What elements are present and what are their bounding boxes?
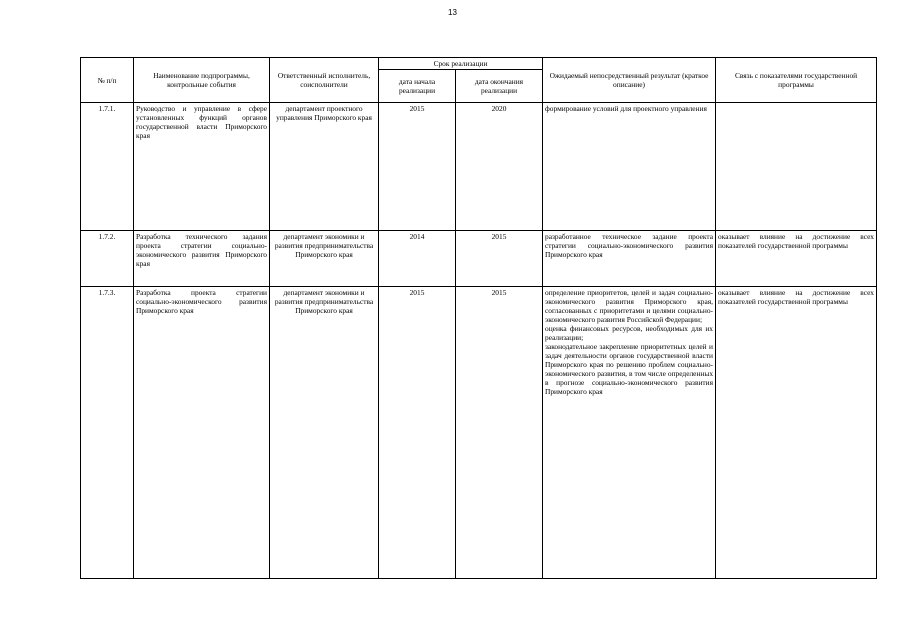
row-link: оказывает влияние на достижение всех показателей государственной программы (716, 231, 877, 287)
header-end: дата окончания реализации (456, 70, 543, 103)
header-start: дата начала реализации (379, 70, 456, 103)
row-num: 1.7.2. (81, 231, 134, 287)
row-num: 1.7.1. (81, 103, 134, 231)
row-end: 2020 (456, 103, 543, 231)
row-link (716, 103, 877, 231)
row-start: 2015 (379, 287, 456, 579)
row-link: оказывает влияние на достижение всех показателей государственной программы (716, 287, 877, 579)
header-link: Связь с показателями государственной программы (716, 58, 877, 103)
table-row (81, 287, 877, 579)
row-executor: департамент проектного управления Приморского края (270, 103, 379, 231)
row-executor: департамент экономики и развития предпринимательства Приморского края (270, 287, 379, 579)
header-name: Наименование подпрограммы, контрольные события (134, 58, 270, 103)
row-name: Руководство и управление в сфере установленных функций органов государственной власти Приморского края (134, 103, 270, 231)
row-result: формирование условий для проектного управления (543, 103, 716, 231)
row-name: Разработка технического задания проекта стратегии социально-экономического развития Приморского края (134, 231, 270, 287)
row-name: Разработка проекта стратегии социально-экономического развития Приморского края (134, 287, 270, 579)
header-result: Ожидаемый непосредственный результат (краткое описание) (543, 58, 716, 103)
row-result: определение приоритетов, целей и задач социально-экономического развития Приморского края, согласованных с приоритетами и целями социально-экономического развития Российской Федерации; оценка финансовых ресурсов, необходимых для их реализации; законодательное закрепление приоритетных целей и задач деятельности органов государственной власти Приморского края по решению проблем социально-экономического развития, в том числе определенных в прогнозе социально-экономического развития Приморского края (543, 287, 716, 579)
row-start: 2015 (379, 103, 456, 231)
header-num: № п/п (81, 58, 134, 103)
header-period: Срок реализации (379, 58, 543, 70)
row-num: 1.7.3. (81, 287, 134, 579)
row-executor: департамент экономики и развития предпринимательства Приморского края (270, 231, 379, 287)
table-row (81, 231, 877, 287)
page-number: 13 (448, 8, 457, 17)
row-result: разработанное техническое задание проекта стратегии социально-экономического развития Приморского края (543, 231, 716, 287)
program-table (80, 57, 877, 579)
table-row (81, 103, 877, 231)
row-end: 2015 (456, 231, 543, 287)
header-executor: Ответственный исполнитель, соисполнители (270, 58, 379, 103)
row-end: 2015 (456, 287, 543, 579)
row-start: 2014 (379, 231, 456, 287)
